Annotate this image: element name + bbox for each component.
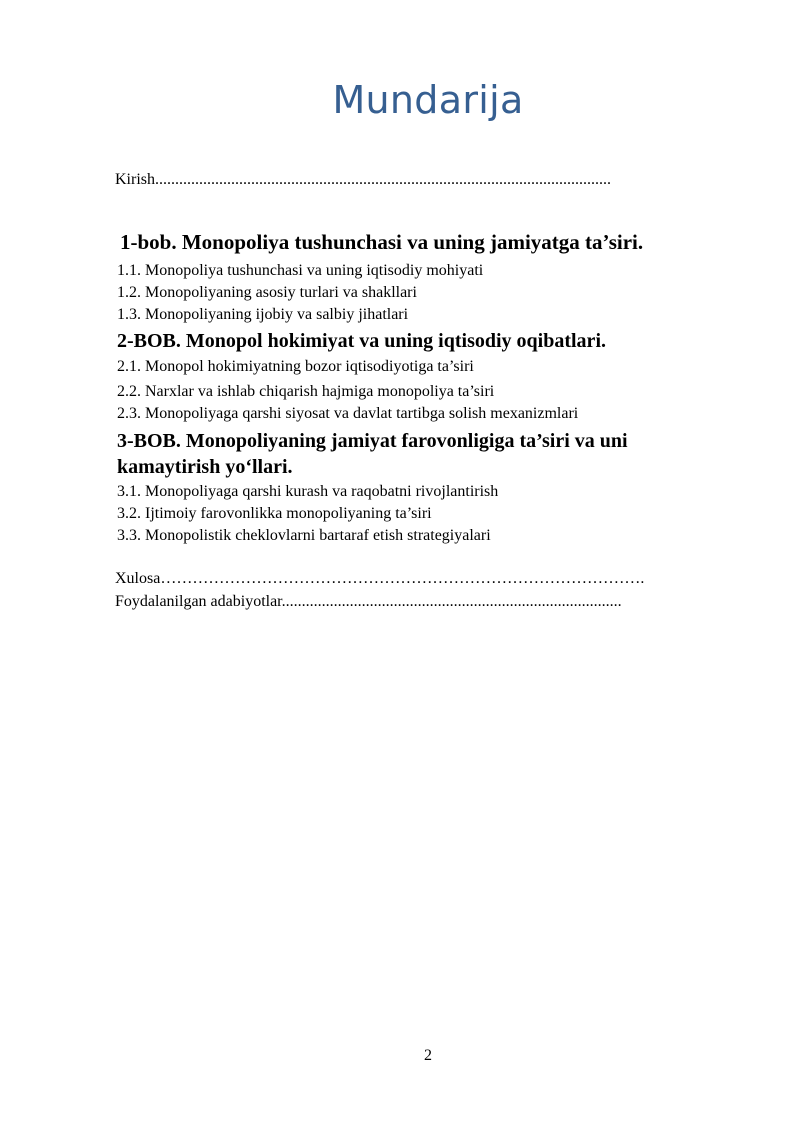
toc-conclusion: Xulosa………………………………………………………………………………. bbox=[115, 570, 645, 587]
section-1-2: 1.2. Monopoliyaning asosiy turlari va shakllari bbox=[117, 284, 417, 301]
page-title: Mundarija bbox=[332, 78, 524, 122]
section-2-2: 2.2. Narxlar va ishlab chiqarish hajmiga monopoliya ta’siri bbox=[117, 383, 495, 400]
section-3-3: 3.3. Monopolistik cheklovlarni bartaraf etish strategiyalari bbox=[117, 527, 491, 544]
section-1-3: 1.3. Monopoliyaning ijobiy va salbiy jihatlari bbox=[117, 306, 409, 323]
toc-intro: Kirish.................................................................................................................. bbox=[115, 171, 611, 188]
toc-references: Foydalanilgan adabiyotlar..................................................................................... bbox=[115, 593, 622, 610]
section-2-1: 2.1. Monopol hokimiyatning bozor iqtisodiyotiga ta’siri bbox=[117, 358, 474, 375]
page-number: 2 bbox=[424, 1047, 432, 1064]
chapter-1-title: 1-bob. Monopoliya tushunchasi va uning jamiyatga ta’siri. bbox=[120, 230, 644, 254]
chapter-3-title-line-1: 3-BOB. Monopoliyaning jamiyat farovonligiga ta’siri va uni bbox=[117, 430, 628, 452]
chapter-2-title: 2-BOB. Monopol hokimiyat va uning iqtisodiy oqibatlari. bbox=[117, 330, 606, 352]
section-3-1: 3.1. Monopoliyaga qarshi kurash va raqobatni rivojlantirish bbox=[117, 483, 499, 500]
section-3-2: 3.2. Ijtimoiy farovonlikka monopoliyaning ta’siri bbox=[117, 505, 432, 522]
chapter-3-title-line-2: kamaytirish yo‘llari. bbox=[117, 456, 293, 478]
section-1-1: 1.1. Monopoliya tushunchasi va uning iqtisodiy mohiyati bbox=[117, 262, 484, 279]
section-2-3: 2.3. Monopoliyaga qarshi siyosat va davlat tartibga solish mexanizmlari bbox=[117, 405, 579, 422]
